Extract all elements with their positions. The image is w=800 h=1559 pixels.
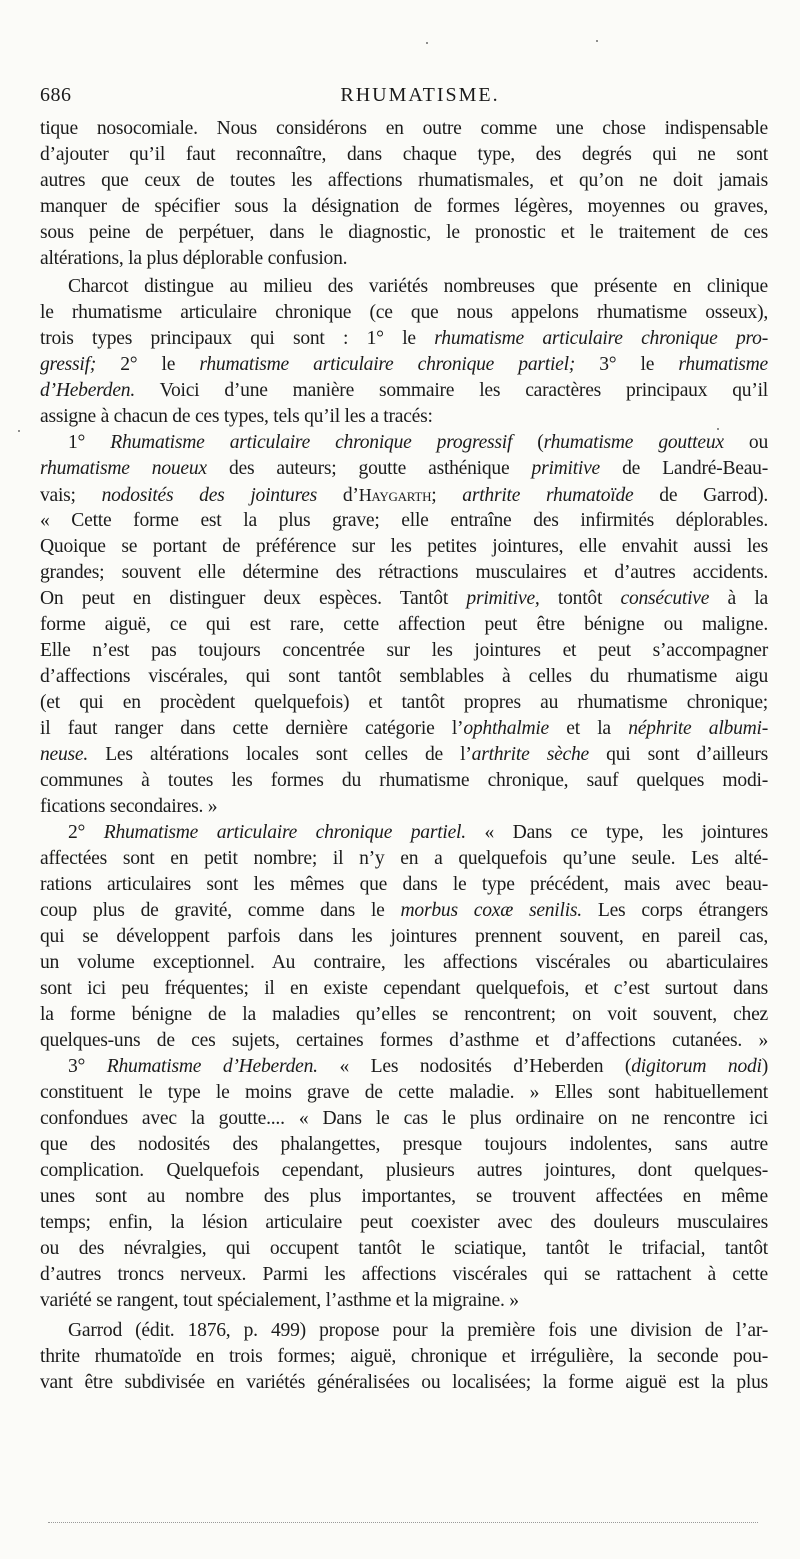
text-line: constituent le type le moins grave de cette maladie. » Elles sont habituellement bbox=[40, 1082, 768, 1103]
paragraph bbox=[40, 116, 768, 272]
text-line: thrite rhumatoïde en trois formes; aiguë, chronique et irrégulière, la seconde pou- bbox=[40, 1346, 768, 1367]
text-line: temps; enfin, la lésion articulaire peut coexister avec des douleurs musculaires bbox=[40, 1212, 768, 1233]
text-line: confondues avec la goutte.... « Dans le cas le plus ordinaire on ne rencontre ici bbox=[40, 1108, 768, 1129]
text-line: trois types principaux qui sont : 1° le rhumatisme articulaire chronique pro- bbox=[40, 328, 768, 349]
text-line: qui se développent parfois dans les jointures prennent souvent, en pareil cas, bbox=[40, 926, 768, 947]
text-line: sous peine de perpétuer, dans le diagnostic, le pronostic et le traitement de ces bbox=[40, 222, 768, 243]
paragraph bbox=[40, 274, 768, 430]
text-line: un volume exceptionnel. Au contraire, les affections viscérales ou abarticulaires bbox=[40, 952, 768, 973]
text-line: quelques-uns de ces sujets, certaines formes d’asthme et d’affections cutanées. » bbox=[40, 1030, 768, 1051]
text-line: Elle n’est pas toujours concentrée sur les jointures et peut s’accompagner bbox=[40, 640, 768, 661]
paragraph bbox=[40, 1318, 768, 1396]
running-title: RHUMATISME. bbox=[340, 84, 500, 106]
text-line: fications secondaires. » bbox=[40, 796, 218, 817]
text-line: rhumatisme noueux des auteurs; goutte asthénique primitive de Landré-Beau- bbox=[40, 458, 768, 479]
body-text bbox=[40, 116, 768, 1396]
bottom-dotted-rule bbox=[48, 1522, 758, 1523]
text-line: Charcot distingue au milieu des variétés nombreuses que présente en clinique bbox=[68, 276, 768, 297]
running-head bbox=[40, 84, 760, 112]
text-line: forme aiguë, ce qui est rare, cette affection peut être bénigne ou maligne. bbox=[40, 614, 768, 635]
text-line: d’autres troncs nerveux. Parmi les affections viscérales qui se rattachent à cette bbox=[40, 1264, 768, 1285]
text-line: communes à toutes les formes du rhumatisme chronique, sauf quelques modi- bbox=[40, 770, 768, 791]
text-line: variété se rangent, tout spécialement, l’asthme et la migraine. » bbox=[40, 1290, 519, 1311]
text-line: 1° Rhumatisme articulaire chronique progressif (rhumatisme goutteux ou bbox=[68, 432, 768, 453]
text-line: altérations, la plus déplorable confusion. bbox=[40, 248, 348, 269]
text-line: affectées sont en petit nombre; il n’y en a quelquefois qu’une seule. Les alté- bbox=[40, 848, 768, 869]
text-line: d’Heberden. Voici d’une manière sommaire les caractères principaux qu’il bbox=[40, 380, 768, 401]
text-line: tique nosocomiale. Nous considérons en outre comme une chose indispensable bbox=[40, 118, 768, 139]
text-line: (et qui en procèdent quelquefois) et tantôt propres au rhumatisme chronique; bbox=[40, 692, 768, 713]
paragraph bbox=[40, 430, 768, 820]
text-line: On peut en distinguer deux espèces. Tantôt primitive, tontôt consécutive à la bbox=[40, 588, 768, 609]
text-line: assigne à chacun de ces types, tels qu’il les a tracés: bbox=[40, 406, 433, 427]
text-line: que des nodosités des phalangettes, presque toujours indolentes, sans autre bbox=[40, 1134, 768, 1155]
paragraph bbox=[40, 1054, 768, 1314]
text-line: gressif; 2° le rhumatisme articulaire chronique partiel; 3° le rhumatisme bbox=[40, 354, 768, 375]
text-line: vant être subdivisée en variétés généralisées ou localisées; la forme aiguë est la plus bbox=[40, 1372, 768, 1393]
text-line: « Cette forme est la plus grave; elle entraîne des infirmités déplorables. bbox=[40, 510, 768, 531]
paper-speck bbox=[18, 430, 20, 432]
text-line: vais; nodosités des jointures d’Haygarth; arthrite rhumatoïde de Garrod). bbox=[40, 485, 769, 506]
text-line: rations articulaires sont les mêmes que dans le type précédent, mais avec beau- bbox=[40, 874, 768, 895]
page-number: 686 bbox=[40, 84, 72, 106]
text-line: sont ici peu fréquentes; il en existe cependant quelquefois, et c’est surtout dans bbox=[40, 978, 768, 999]
text-line: neuse. Les altérations locales sont celles de l’arthrite sèche qui sont d’ailleurs bbox=[40, 744, 768, 765]
text-line: manquer de spécifier sous la désignation de formes légères, moyennes ou graves, bbox=[40, 196, 768, 217]
text-line: grandes; souvent elle détermine des rétractions musculaires et d’autres accidents. bbox=[40, 562, 768, 583]
text-line: Quoique se portant de préférence sur les petites jointures, elle envahit aussi les bbox=[40, 536, 768, 557]
text-line: complication. Quelquefois cependant, plusieurs autres jointures, dont quelques- bbox=[40, 1160, 768, 1181]
text-line: il faut ranger dans cette dernière catégorie l’ophthalmie et la néphrite albumi- bbox=[40, 718, 768, 739]
text-line: unes sont au nombre des plus importantes, se trouvent affectées en même bbox=[40, 1186, 768, 1207]
text-line: la forme bénigne de la maladies qu’elles se rencontrent; on voit souvent, chez bbox=[40, 1004, 768, 1025]
paper-speck bbox=[426, 42, 428, 44]
text-line: d’affections viscérales, qui sont tantôt semblables à celles du rhumatisme aigu bbox=[40, 666, 768, 687]
paper-speck bbox=[596, 40, 598, 42]
paragraph bbox=[40, 820, 768, 1054]
text-line: le rhumatisme articulaire chronique (ce que nous appelons rhumatisme osseux), bbox=[40, 302, 768, 323]
text-line: ou des névralgies, qui occupent tantôt le sciatique, tantôt le trifacial, tantôt bbox=[40, 1238, 768, 1259]
text-line: 3° Rhumatisme d’Heberden. « Les nodosités d’Heberden (digitorum nodi) bbox=[68, 1056, 769, 1077]
text-line: d’ajouter qu’il faut reconnaître, dans chaque type, des degrés qui ne sont bbox=[40, 144, 768, 165]
text-line: coup plus de gravité, comme dans le morbus coxæ senilis. Les corps étrangers bbox=[40, 900, 768, 921]
text-line: 2° Rhumatisme articulaire chronique partiel. « Dans ce type, les jointures bbox=[68, 822, 768, 843]
text-line: autres que ceux de toutes les affections rhumatismales, et qu’on ne doit jamais bbox=[40, 170, 768, 191]
text-line: Garrod (édit. 1876, p. 499) propose pour la première fois une division de l’ar- bbox=[68, 1320, 768, 1341]
